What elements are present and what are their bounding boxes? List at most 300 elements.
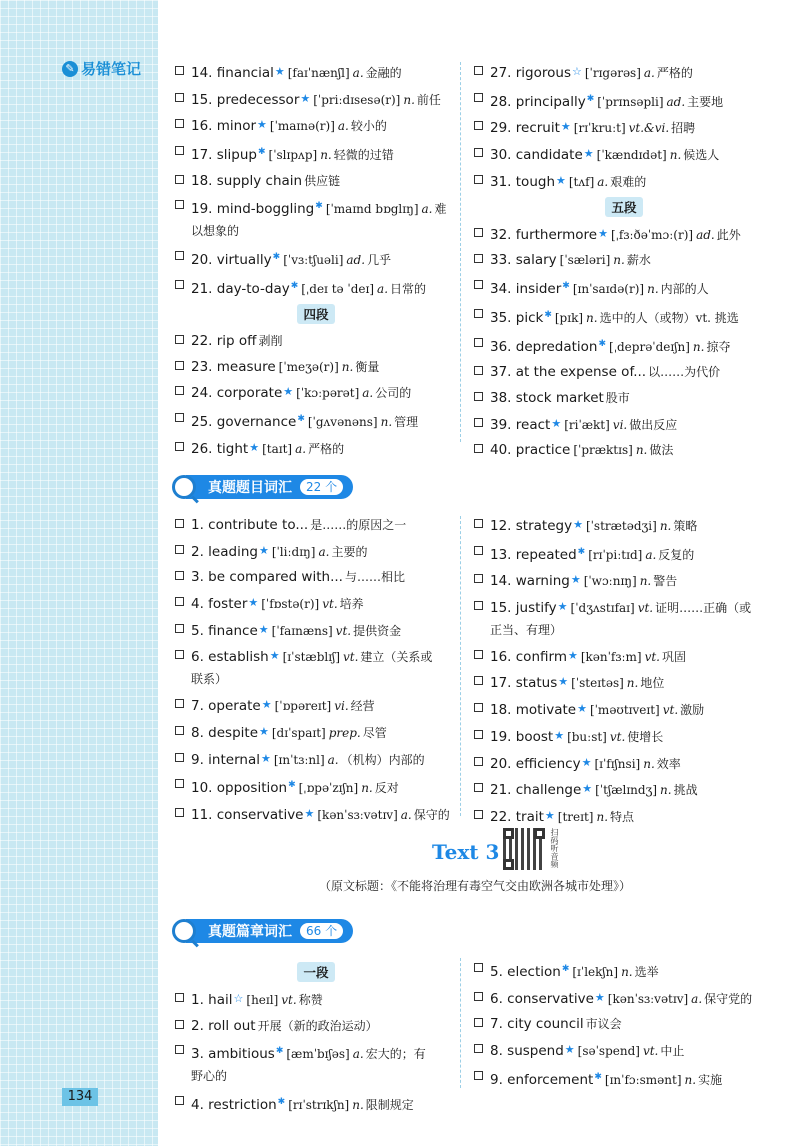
vocab-word: 16. minor [191, 118, 257, 135]
chinese-meaning: 主要地 [687, 94, 724, 109]
part-of-speech: vt. [335, 623, 352, 638]
vocab-item [175, 275, 457, 300]
vocab-item [474, 387, 774, 409]
part-of-speech: a. [691, 991, 703, 1006]
vocab-item [474, 752, 774, 775]
checkbox[interactable] [175, 66, 184, 75]
frequency-icon: ✱ [562, 281, 570, 292]
vocab-item [175, 141, 457, 166]
checkbox[interactable] [474, 418, 483, 427]
chinese-meaning-continued: 野心的 [191, 1069, 228, 1084]
frequency-icon: ✱ [258, 147, 266, 158]
chinese-meaning: 日常的 [390, 281, 427, 296]
star-icon: ★ [583, 147, 594, 161]
segment-heading [474, 197, 774, 217]
checkbox[interactable] [474, 444, 483, 453]
frequency-icon: ✱ [544, 309, 552, 320]
part-of-speech: vt. [609, 729, 626, 744]
checkbox[interactable] [474, 280, 483, 289]
section-count-badge: 22 个 [300, 479, 343, 495]
phonetic: [rɪˈkruːt] [573, 121, 626, 136]
star-icon: ★ [551, 416, 562, 430]
checkbox[interactable] [474, 366, 483, 375]
vocab-word: 26. tight [191, 440, 249, 457]
vocab-word: 21. day-to-day [191, 280, 290, 297]
chinese-meaning: 称赞 [298, 993, 323, 1007]
chinese-meaning: 艰难的 [610, 174, 647, 189]
star-icon: ★ [577, 702, 587, 716]
vocab-item [474, 725, 774, 748]
vocab-item [175, 748, 457, 771]
checkbox[interactable] [474, 93, 483, 102]
checkbox[interactable] [175, 1020, 184, 1029]
phonetic: [rɪˈpiːtɪd] [588, 547, 643, 562]
segment-heading [175, 304, 457, 324]
checkbox[interactable] [474, 175, 483, 184]
vocab-word: 37. at the expense of... [490, 364, 647, 381]
vocab-item [175, 645, 457, 690]
part-of-speech: n. [669, 148, 682, 163]
checkbox[interactable] [474, 1044, 483, 1053]
vocab-word: 30. candidate [490, 147, 583, 164]
chinese-meaning: 薪水 [626, 253, 651, 268]
frequency-icon: ✱ [272, 252, 281, 263]
vocab-item [175, 61, 457, 84]
vocab-item [175, 514, 457, 536]
segment-label: 五段 [605, 197, 642, 217]
vocab-column-6 [474, 958, 774, 1094]
chinese-meaning: 限制规定 [365, 1098, 414, 1113]
part-of-speech: a. [352, 66, 364, 80]
part-of-speech: vt. [281, 993, 297, 1007]
phonetic: [ɪnˈtɜːnl] [273, 752, 325, 767]
chinese-meaning: 内部的人 [660, 282, 709, 297]
star-icon: ★ [269, 649, 280, 663]
section-title-pill [186, 475, 353, 499]
chinese-meaning: 激励 [680, 703, 705, 718]
frequency-icon: ✱ [594, 1071, 602, 1082]
checkbox[interactable] [175, 146, 184, 155]
checkbox[interactable] [474, 783, 483, 792]
checkbox[interactable] [175, 519, 184, 528]
chinese-meaning: 金融的 [365, 66, 402, 80]
chinese-meaning: 轻微的过错 [333, 148, 394, 163]
star-icon: ★ [557, 600, 568, 614]
phonetic: [ɪnˈsaɪdə(r)] [572, 282, 645, 297]
section-header-question-vocab [172, 474, 353, 500]
phonetic: [ˌdeɪ tə ˈdeɪ] [301, 281, 375, 296]
star-icon: ★ [581, 755, 592, 769]
vocab-word: 3. ambitious [191, 1046, 275, 1063]
phonetic: [ˈmaɪnd bɒglɪŋ] [325, 202, 419, 217]
checkbox[interactable] [175, 993, 184, 1002]
chinese-meaning: 选举 [634, 965, 659, 979]
phonetic: [taɪt] [262, 441, 293, 456]
checkbox[interactable] [175, 571, 184, 580]
vocab-word: 35. pick [490, 309, 544, 326]
checkbox[interactable] [474, 148, 483, 157]
star-icon: ★ [573, 518, 583, 531]
star-icon: ★ [283, 385, 294, 399]
checkbox[interactable] [175, 545, 184, 554]
checkbox[interactable] [474, 992, 483, 1001]
vocab-word: 20. efficiency [490, 755, 581, 772]
brand-logo [62, 58, 141, 79]
section-header-passage-vocab [172, 918, 353, 944]
part-of-speech: a. [327, 752, 339, 767]
star-icon: ★ [248, 596, 259, 610]
vocab-word: 7. operate [191, 698, 261, 715]
checkbox[interactable] [474, 66, 483, 75]
phonetic: [dɪˈspaɪt] [271, 725, 326, 740]
phonetic: [ˈpræktɪs] [573, 443, 633, 458]
checkbox[interactable] [175, 624, 184, 633]
phonetic: [ˈmaɪnə(r)] [269, 119, 335, 134]
frequency-icon: ✱ [290, 280, 299, 291]
checkbox[interactable] [175, 808, 184, 817]
column-divider [460, 958, 461, 1088]
checkbox[interactable] [474, 963, 483, 972]
vocab-word: 33. salary [490, 252, 557, 269]
part-of-speech: a. [318, 544, 330, 559]
checkbox[interactable] [474, 1071, 483, 1080]
vocab-word: 14. financial [191, 65, 274, 81]
chinese-meaning: 保守的 [413, 807, 450, 822]
phonetic: [æmˈbɪʃəs] [286, 1047, 350, 1062]
checkbox[interactable] [175, 1096, 184, 1105]
vocab-word: 39. react [490, 416, 551, 433]
part-of-speech: vt. [642, 1044, 659, 1059]
vocab-word: 2. roll out [191, 1017, 256, 1034]
vocab-word: 6. conservative [490, 990, 594, 1007]
vocab-word: 34. insider [490, 281, 562, 298]
chinese-meaning: 经营 [350, 699, 375, 714]
vocab-item [474, 439, 774, 461]
chinese-meaning: 培养 [339, 597, 364, 612]
vocab-word: 31. tough [490, 173, 555, 190]
checkbox[interactable] [175, 93, 184, 102]
star-icon: ★ [564, 1043, 575, 1057]
phonetic: [riˈækt] [564, 417, 610, 432]
phonetic: [ˈməʊtɪveɪt] [589, 703, 660, 718]
vocab-item [175, 592, 457, 615]
checkbox[interactable] [474, 392, 483, 401]
chinese-meaning: 做出反应 [629, 417, 678, 432]
vocab-item [474, 143, 774, 166]
phonetic: [ˈgʌvənəns] [307, 414, 378, 429]
vocab-item [175, 330, 457, 352]
phonetic: [ˈpriːdɪsesə(r)] [313, 92, 401, 107]
part-of-speech: ad. [696, 227, 715, 242]
chinese-meaning: （机构）内部的 [340, 752, 425, 767]
star-icon: ★ [598, 226, 608, 240]
star-icon: ★ [567, 648, 578, 662]
checkbox[interactable] [175, 597, 184, 606]
checkbox[interactable] [474, 228, 483, 237]
part-of-speech: n. [659, 519, 672, 533]
part-of-speech: a. [337, 119, 349, 134]
segment-label: 四段 [297, 304, 334, 324]
phonetic: [pɪk] [554, 310, 584, 325]
vocab-word: 1. contribute to... [191, 517, 309, 533]
part-of-speech: vt. [637, 601, 654, 616]
vocab-word: 5. finance [191, 622, 258, 639]
checkbox[interactable] [474, 338, 483, 347]
star-icon: ★ [261, 698, 272, 712]
chinese-meaning: 保守党的 [704, 991, 753, 1006]
checkbox[interactable] [175, 280, 184, 289]
magnifier-icon [172, 475, 196, 499]
star-icon: ★ [304, 806, 315, 820]
vocab-item [474, 1066, 774, 1091]
vocab-item [474, 275, 774, 300]
chinese-meaning: 证明……正确（或 [655, 601, 752, 616]
star-icon: ★ [570, 573, 581, 587]
checkbox[interactable] [474, 601, 483, 610]
checkbox[interactable] [474, 574, 483, 583]
checkbox[interactable] [474, 676, 483, 685]
chinese-meaning: 做法 [649, 443, 674, 458]
star-icon: ★ [249, 440, 260, 454]
checkbox[interactable] [474, 650, 483, 659]
chinese-meaning: 较小的 [350, 119, 387, 134]
checkbox[interactable] [474, 1018, 483, 1027]
part-of-speech: a. [400, 807, 412, 822]
chinese-meaning: 主要的 [331, 544, 368, 559]
star-icon: ★ [558, 675, 569, 689]
chinese-meaning: 剥削 [258, 333, 283, 348]
checkbox[interactable] [474, 703, 483, 712]
checkbox[interactable] [175, 726, 184, 735]
checkbox[interactable] [175, 413, 184, 422]
vocab-item [474, 88, 774, 113]
part-of-speech: a. [295, 441, 307, 456]
pen-icon: ✎ [62, 61, 78, 77]
checkbox[interactable] [175, 361, 184, 370]
checkbox[interactable] [175, 1045, 184, 1054]
part-of-speech: n. [380, 414, 393, 429]
checkbox[interactable] [175, 251, 184, 260]
part-of-speech: vt. [343, 650, 359, 665]
vocab-item [175, 1091, 457, 1116]
article-subtitle: （原文标题：《不能将治理有毒空气交由欧洲各城市处理》） [318, 879, 631, 893]
phonetic: [ˈsteɪtəs] [571, 676, 624, 691]
checkbox[interactable] [474, 730, 483, 739]
phonetic: [faɪˈnænʃl] [287, 66, 350, 80]
vocab-item [474, 361, 774, 383]
vocab-word: 9. enforcement [490, 1071, 594, 1088]
part-of-speech: n. [361, 781, 373, 796]
frequency-icon: ✱ [275, 1046, 284, 1057]
frequency-icon: ✱ [598, 338, 607, 349]
frequency-icon: ✱ [561, 964, 570, 974]
star-icon: ★ [554, 728, 565, 742]
part-of-speech: a. [362, 386, 374, 401]
vocab-item [175, 381, 457, 404]
vocab-column-5 [175, 958, 457, 1120]
part-of-speech: vt. [322, 597, 338, 612]
checkbox[interactable] [175, 386, 184, 395]
part-of-speech: n. [320, 148, 332, 163]
vocab-item [474, 569, 774, 592]
vocab-item [474, 698, 774, 721]
chinese-meaning: 提供资金 [353, 623, 402, 638]
vocab-item [474, 514, 774, 537]
phonetic: [ɪˈlekʃn] [572, 965, 619, 979]
vocab-item [175, 114, 457, 137]
magnifier-icon [172, 919, 196, 943]
star-icon: ★ [560, 120, 571, 134]
vocab-item [175, 694, 457, 717]
segment-label: 一段 [297, 962, 334, 982]
checkbox[interactable] [474, 121, 483, 130]
checkbox[interactable] [175, 442, 184, 451]
phonetic: [rɪˈstrɪkʃn] [288, 1098, 350, 1113]
vocab-word: 1. hail [191, 992, 233, 1008]
chinese-meaning: 使增长 [627, 729, 664, 744]
vocab-word: 36. depredation [490, 338, 598, 355]
phonetic: [səˈspend] [577, 1044, 640, 1059]
checkbox[interactable] [175, 335, 184, 344]
checkbox[interactable] [474, 810, 483, 819]
checkbox[interactable] [175, 753, 184, 762]
phonetic: [ˈsæləri] [559, 253, 611, 268]
part-of-speech: n. [613, 253, 625, 268]
vocab-word: 12. strategy [490, 518, 573, 534]
frequency-icon: ✱ [577, 546, 586, 557]
checkbox[interactable] [474, 519, 483, 528]
hollow-star-icon: ☆ [233, 992, 244, 1005]
chinese-meaning: 尽管 [362, 725, 387, 740]
chinese-meaning: 候选人 [683, 148, 720, 163]
vocab-item [474, 645, 774, 668]
vocab-item [474, 413, 774, 436]
phonetic: [ˈkændɪdət] [596, 148, 667, 163]
checkbox[interactable] [175, 699, 184, 708]
vocab-word: 8. suspend [490, 1043, 564, 1060]
vocab-item [175, 170, 457, 192]
part-of-speech: a. [377, 281, 389, 296]
vocab-item [175, 619, 457, 642]
phonetic: [ˈɒpəreɪt] [274, 699, 332, 714]
phonetic: [ˈprɪnsəpli] [597, 94, 664, 109]
part-of-speech: a. [645, 547, 657, 562]
vocab-item [474, 1039, 774, 1062]
vocab-word: 19. mind-boggling [191, 201, 315, 218]
star-icon: ★ [258, 543, 269, 557]
part-of-speech: a. [643, 66, 655, 80]
chinese-meaning: 公司的 [375, 386, 412, 401]
phonetic: [ˈrɪgərəs] [584, 66, 641, 80]
phonetic: [ˈfɒstə(r)] [261, 597, 320, 612]
vocab-item [474, 170, 774, 193]
star-icon: ★ [260, 751, 271, 765]
phonetic: [ˈwɔːnɪŋ] [583, 574, 637, 589]
chinese-meaning: 管理 [394, 414, 419, 429]
vocab-item [175, 88, 457, 111]
phonetic: [ˌfɜːðəˈmɔː(r)] [610, 227, 694, 242]
part-of-speech: n. [643, 756, 655, 771]
checkbox[interactable] [474, 254, 483, 263]
vocab-word: 18. supply chain [191, 172, 303, 189]
qr-code[interactable] [503, 828, 545, 870]
vocab-word: 7. city council [490, 1016, 584, 1033]
phonetic: [tʌf] [568, 174, 595, 189]
chinese-meaning: 反复的 [658, 547, 695, 562]
checkbox[interactable] [175, 779, 184, 788]
part-of-speech: n. [596, 809, 609, 824]
vocab-item [474, 61, 774, 84]
checkbox[interactable] [474, 309, 483, 318]
chinese-meaning: 难 [434, 202, 447, 217]
checkbox[interactable] [175, 650, 184, 659]
checkbox[interactable] [474, 757, 483, 766]
vocab-word: 3. be compared with... [191, 569, 343, 586]
vocab-item [175, 1040, 457, 1087]
vocab-word: 40. practice [490, 442, 571, 459]
vocab-item [474, 987, 774, 1010]
vocab-word: 27. rigorous [490, 65, 571, 81]
vocab-word: 19. boost [490, 728, 554, 745]
chinese-meaning: 股市 [605, 390, 630, 405]
hollow-star-icon: ☆ [572, 65, 582, 78]
phonetic: [ˈmeʒə(r)] [278, 359, 339, 374]
part-of-speech: n. [621, 965, 633, 979]
part-of-speech: n. [352, 1098, 364, 1113]
chinese-meaning: 严格的 [308, 441, 345, 456]
phonetic: [ˈliːdɪŋ] [271, 544, 316, 559]
checkbox[interactable] [175, 119, 184, 128]
brand-title: 易错笔记 [81, 60, 142, 78]
part-of-speech: a. [421, 202, 433, 217]
chinese-meaning-continued: 正当、有理） [490, 623, 563, 638]
vocab-word: 20. virtually [191, 252, 272, 269]
phonetic: [ˈslɪpʌp] [268, 148, 318, 163]
vocab-word: 10. opposition [191, 780, 288, 797]
vocab-item [175, 540, 457, 563]
part-of-speech: vi. [612, 417, 628, 432]
part-of-speech: n. [692, 339, 705, 354]
star-icon: ★ [257, 118, 267, 132]
phonetic: [treɪt] [557, 809, 594, 824]
qr-finder [503, 859, 514, 870]
vocab-item [175, 437, 457, 460]
star-icon: ★ [300, 91, 311, 105]
phonetic: [ˈkɔːpərət] [296, 386, 360, 401]
vocab-word: 24. corporate [191, 385, 283, 402]
qr-finder [503, 828, 514, 839]
chinese-meaning: 效率 [656, 756, 681, 771]
star-icon: ★ [544, 808, 555, 822]
vocab-word: 9. internal [191, 751, 260, 768]
star-icon: ★ [259, 724, 269, 738]
section-title: 真题题目词汇 [208, 480, 292, 496]
checkbox[interactable] [474, 546, 483, 555]
vocab-item [474, 333, 774, 358]
checkbox[interactable] [175, 200, 184, 209]
chinese-meaning: 开展（新的政治运动） [257, 1018, 378, 1033]
vocab-word: 15. predecessor [191, 91, 300, 108]
vocab-word: 38. stock market [490, 389, 604, 406]
checkbox[interactable] [175, 175, 184, 184]
vocab-item [175, 408, 457, 433]
star-icon: ★ [258, 622, 269, 636]
vocab-item [175, 246, 457, 271]
chinese-meaning: 衡量 [355, 359, 380, 374]
vocab-item [175, 803, 457, 826]
phonetic: [kənˈsɜːvətɪv] [317, 807, 398, 822]
chinese-meaning: 中止 [660, 1044, 685, 1059]
